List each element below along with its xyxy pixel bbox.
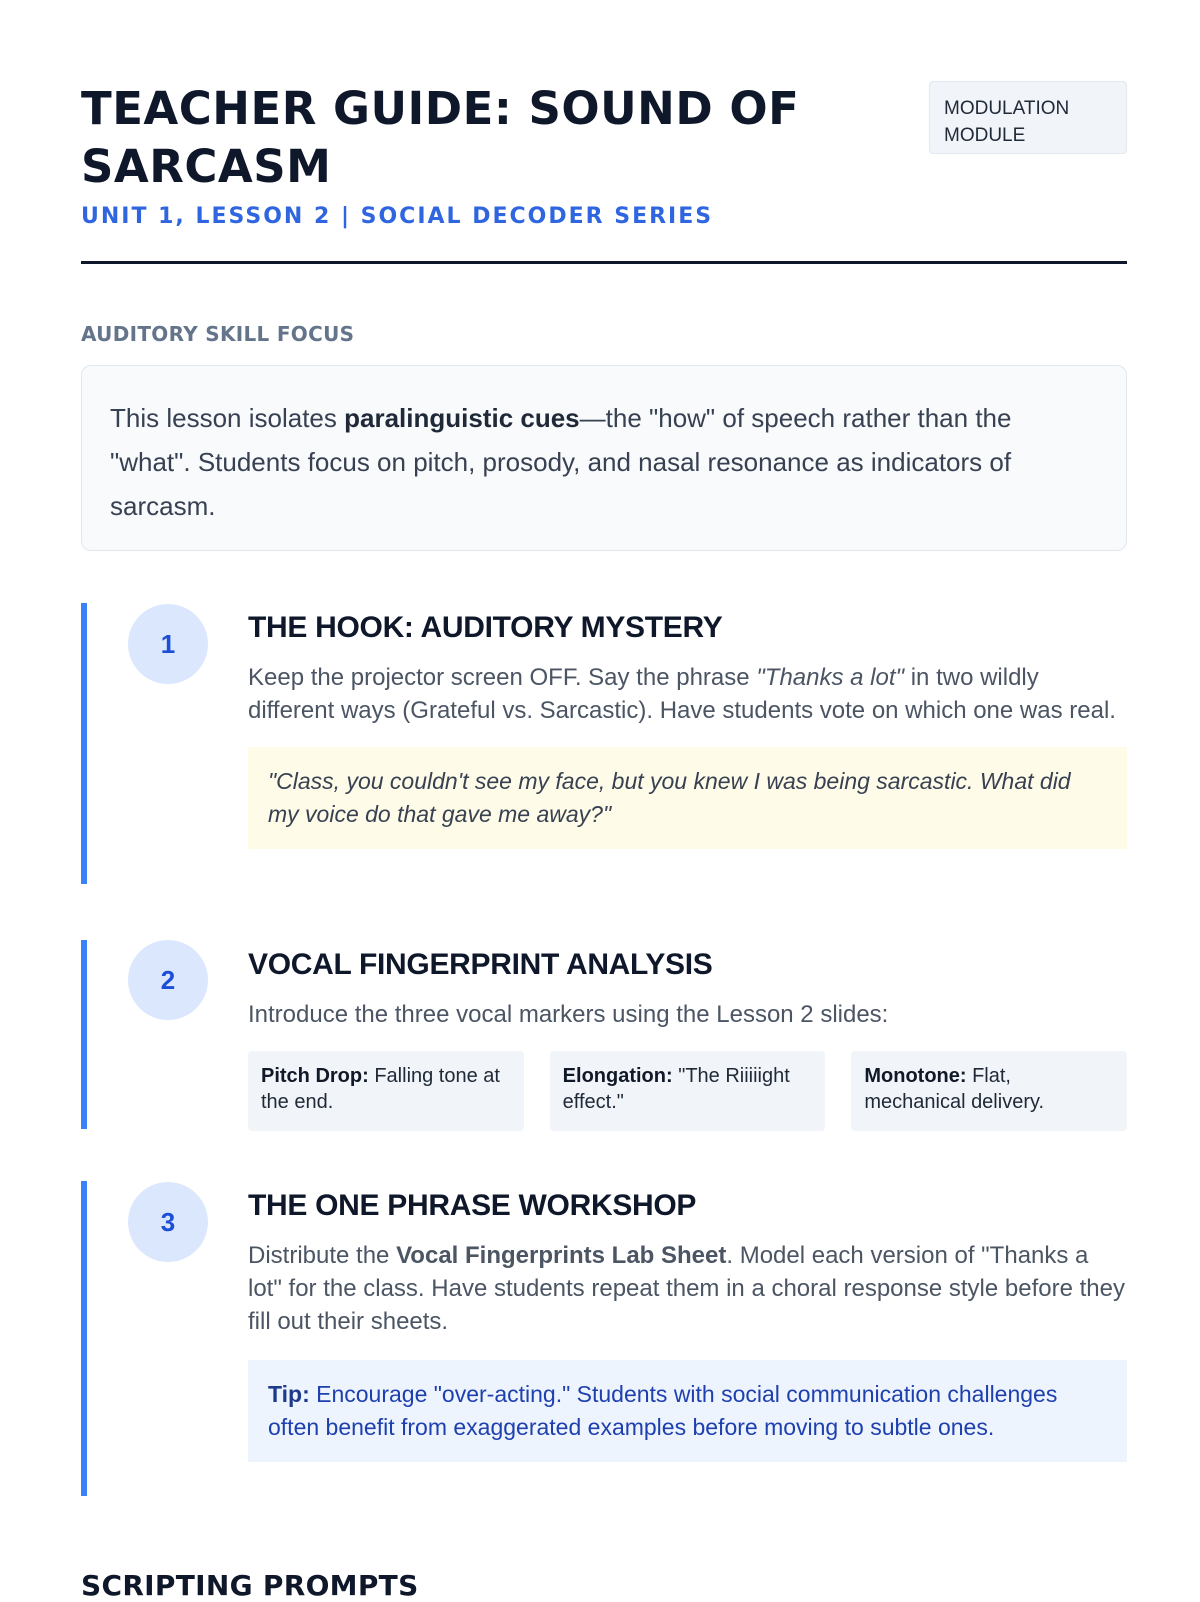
marker-card-elongation — [550, 1051, 826, 1131]
step-2-accent-bar — [81, 940, 87, 1129]
guide-header — [81, 0, 1127, 266]
module-badge: MODULATION MODULE — [929, 81, 1127, 154]
header-divider — [81, 261, 1127, 264]
marker-card-pitch-drop — [248, 1051, 524, 1131]
step-3-accent-bar — [81, 1181, 87, 1496]
step-1 — [81, 603, 1127, 884]
scripting-prompts-heading: SCRIPTING PROMPTS — [81, 1569, 419, 1602]
teacher-guide-page — [81, 0, 1127, 1602]
step-1-number: 1 — [128, 604, 208, 684]
step-3-body — [248, 1189, 1127, 1462]
skill-focus-key-term: paralinguistic cues — [344, 403, 580, 433]
marker-text: Falling tone at the end. — [261, 1065, 500, 1113]
step-3-text-start: Distribute the — [248, 1242, 397, 1269]
marker-card-monotone — [851, 1051, 1127, 1131]
step-1-accent-bar — [81, 603, 87, 884]
step-3-title: THE ONE PHRASE WORKSHOP — [248, 1189, 697, 1222]
step-2-body — [248, 948, 1127, 1131]
tip-text: Encourage "over-acting." Students with social communication challenges often benefit from exaggerated examples before moving to subtle ones. — [268, 1381, 1058, 1440]
step-2-text: Introduce the three vocal markers using the Lesson 2 slides: — [248, 1001, 889, 1028]
skill-focus-label: AUDITORY SKILL FOCUS — [81, 322, 355, 346]
step-3-text — [248, 1239, 1127, 1338]
marker-label: Monotone: — [864, 1065, 967, 1087]
marker-text: "The Riiiiight effect." — [562, 1065, 790, 1113]
page-subtitle: UNIT 1, LESSON 2 | SOCIAL DECODER SERIES — [81, 204, 714, 229]
page-title: TEACHER GUIDE: SOUND OF SARCASM — [81, 82, 800, 193]
step-1-title: THE HOOK: AUDITORY MYSTERY — [248, 611, 723, 644]
tip-label: Tip: — [268, 1381, 310, 1407]
marker-label: Elongation: — [562, 1065, 673, 1087]
step-2-number: 2 — [128, 940, 208, 1020]
step-1-text — [248, 661, 1127, 727]
step-1-script-quote: "Class, you couldn't see my face, but you knew I was being sarcastic. What did my voice do that gave me away?" — [248, 747, 1127, 849]
step-1-body — [248, 611, 1127, 849]
vocal-markers — [248, 1051, 1127, 1131]
step-3-number: 3 — [128, 1182, 208, 1262]
step-2-title: VOCAL FINGERPRINT ANALYSIS — [248, 948, 713, 981]
step-3-text-end: . Model each version of "Thanks a lot" for the class. Have students repeat them in a choral response style before they fill out their sheets. — [248, 1242, 1125, 1335]
marker-label: Pitch Drop: — [261, 1065, 369, 1087]
step-3-tip — [248, 1360, 1127, 1462]
skill-focus-text-start: This lesson isolates — [110, 403, 345, 433]
step-1-text-end: in two wildly different ways (Grateful vs. Sarcastic). Have students vote on which one was real. — [248, 664, 1116, 724]
skill-focus-text-end: —the "how" of speech rather than the "what". Students focus on pitch, prosody, and nasal resonance as indicators of sarcasm. — [110, 403, 1012, 521]
step-3 — [81, 1181, 1127, 1496]
step-1-phrase: "Thanks a lot" — [756, 664, 905, 691]
step-3-lab-sheet: Vocal Fingerprints Lab Sheet — [396, 1242, 727, 1269]
skill-focus-box — [81, 365, 1127, 551]
step-1-text-start: Keep the projector screen OFF. Say the phrase — [248, 664, 757, 691]
marker-text: Flat, mechanical delivery. — [864, 1065, 1045, 1113]
step-2 — [81, 940, 1127, 1129]
